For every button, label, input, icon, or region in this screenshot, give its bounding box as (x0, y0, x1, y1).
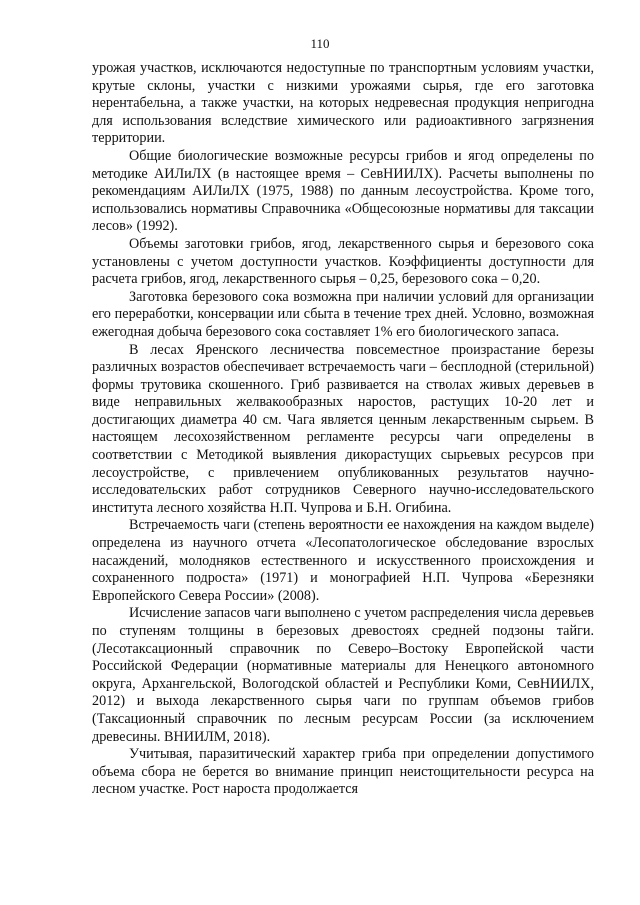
paragraph-chaga-probability: Встречаемость чаги (степень вероятности ее нахождения на каждом выделе) определена из научного отчета «Лесопатологическое обследование взрослых насаждений, молодняков естественного и искусственного происхождения и сохраненного подроста» (1971) и монографией Н.П. Чупрова «Березняки Европейского Севера России» (2008). (92, 517, 594, 604)
paragraph-resources-methodology: Общие биологические возможные ресурсы грибов и ягод определены по методике АИЛиЛХ (в настоящее время – СевНИИЛХ). Расчеты выполнены по рекомендациям АИЛиЛХ (1975, 1988) по данным лесоустройства. Кроме того, использовались нормативы Справочника «Общесоюзные нормативы для таксации лесов» (1992). (92, 147, 594, 235)
paragraph-chaga-occurrence: В лесах Яренского лесничества повсеместное произрастание березы различных возрастов обеспечивает встречаемость чаги – бесплодной (стерильной) формы трутовика скошенного. Гриб развивается на стволах живых деревьев в виде неправильных желвакообразных наростов, растущих 10-20 лет и достигающих диаметра 40 см. Чага является ценным лекарственным сырьем. В настоящем лесохозяйственном регламенте ресурсы чаги определены в соответствии с Методикой выявления дикорастущих сырьевых ресурсов при лесоустройстве, с привлечением опубликованных результатов научно-исследовательских работ сотрудников Северного научно-исследовательского института лесного хозяйства Н.П. Чупрова и Б.Н. Огибина. (92, 341, 594, 516)
paragraph-birch-sap: Заготовка березового сока возможна при наличии условий для организации его переработки, консервации или сбыта в течение трех дней. Условно, возможная ежегодная добыча березового сока составляет 1% его биологического запаса. (92, 288, 594, 340)
paragraph-continuation: урожая участков, исключаются недоступные по транспортным условиям участки, крутые склоны, участки с низкими урожаями сырья, где его заготовка нерентабельна, а также участки, на которых недревесная продукция непригодна для использования вследствие химического или радиоактивного загрязнения территории. (92, 60, 594, 147)
paragraph-harvest-volumes: Объемы заготовки грибов, ягод, лекарственного сырья и березового сока установлены с учетом доступности участков. Коэффициенты доступности для расчета грибов, ягод, лекарственного сырья – 0,25, березового сока – 0,20. (92, 235, 594, 288)
paragraph-chaga-calculation: Исчисление запасов чаги выполнено с учетом распределения числа деревьев по ступеням толщины в березовых древостоях средней подзоны тайги. (Лесотаксационный справочник по Северо–Востоку Европейской части Российской Федерации (нормативные материалы для Ненецкого автономного округа, Архангельской, Вологодской областей и Республики Коми, СевНИИЛХ, 2012) и выхода лекарственного сырья чаги по группам объемов грибов (Таксационный справочник по лесным ресурсам России (за исключением древесины. ВНИИЛМ, 2018). (92, 605, 594, 745)
body-text (92, 60, 594, 799)
page-number: 110 (310, 36, 330, 51)
paragraph-parasitic-character: Учитывая, паразитический характер гриба при определении допустимого объема сбора не берется во внимание принцип неистощительности ресурса на лесном участке. Рост нароста продолжается (92, 746, 594, 798)
